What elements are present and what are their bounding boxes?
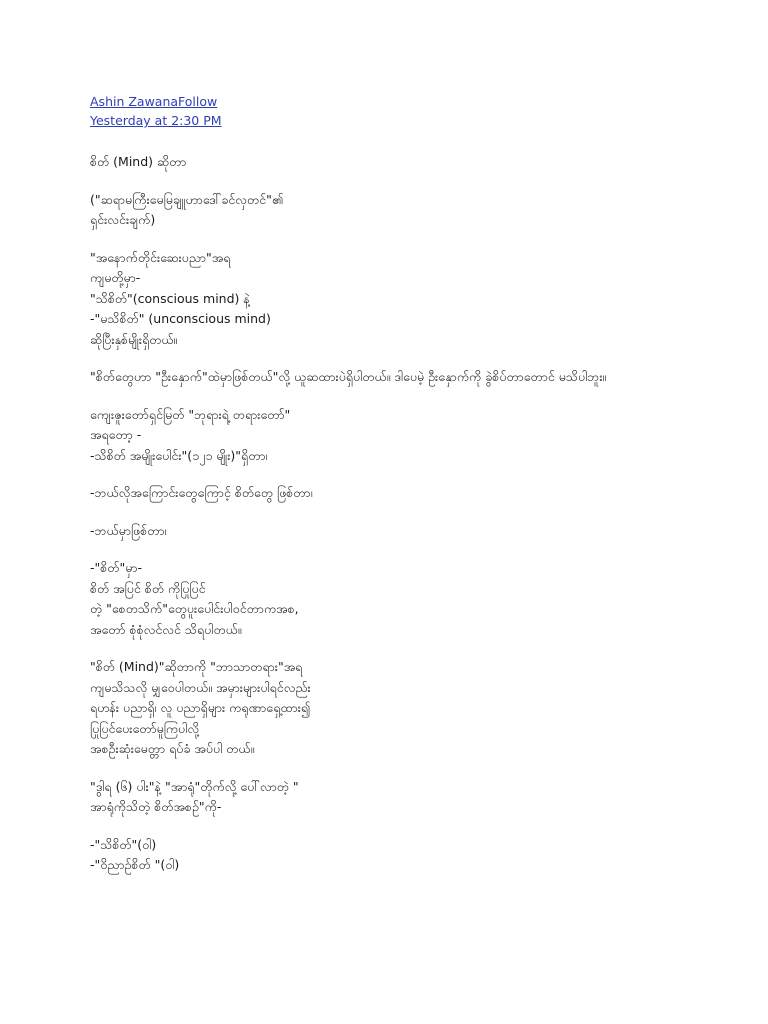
post-header [90, 92, 730, 130]
post-paragraph: -ဘယ်မှာဖြစ်တာ၊ [90, 522, 167, 538]
post-paragraph: ကျေးဇူးတော်ရှင်မြတ် "ဘုရားရဲ့ တရားတော်" အရတော့ - -သိစိတ် အမျိုးပေါင်း"(၁၂၁ မျိုး)"ရှိတာ၊ [90, 406, 291, 463]
post-paragraph: "ဒွါရ (၆) ပါး"နဲ့ "အာရုံ"တိုက်လို့ ပေါ်လာတဲ့ " အာရုံကိုသိတဲ့ စိတ်အစဉ်"ကို- [90, 778, 299, 814]
post-paragraph: -ဘယ်လိုအကြောင်းတွေကြောင့် စိတ်တွေ ဖြစ်တာ၊ [90, 485, 313, 500]
post-paragraph: ("ဆရာမကြီးမေမြချူဟာဒေါ်ခင်လှတင်"၏ ရှင်းလင်းချက်) [90, 191, 283, 227]
post-paragraph: "အနောက်တိုင်းဆေးပညာ"အရ ကျမတို့မှာ- "သိစိတ်"(conscious mind) နဲ့ -"မသိစိတ်" (unconscious mind) ဆိုပြီးနှစ်မျိုးရှိတယ်။ [90, 249, 271, 347]
post-body [90, 152, 730, 876]
author-follow-link[interactable]: Ashin ZawanaFollow [90, 94, 218, 109]
timestamp-link[interactable]: Yesterday at 2:30 PM [90, 113, 222, 128]
post-paragraph: -"စိတ်"မှာ- စိတ် အပြင် စိတ် ကိုပြုပြင် တဲ့ "စေတသိက်"တွေပူးပေါင်းပါဝင်တာကအစ, အတော် စုံစုံလင်လင် သိရပါတယ်။ [90, 560, 299, 637]
post-paragraph: -"သိစိတ်"(ဝါ) -"ဝိညာဉ်စိတ် "(ဝါ) [90, 836, 180, 872]
post-title: စိတ် (Mind) ဆိုတာ [90, 154, 187, 169]
post-paragraph: "စိတ် (Mind)"ဆိုတာကို "ဘာသာတရား"အရ ကျမသိသလို မျှဝေပါတယ်။ အမှားများပါရင်လည်း ရဟန်း ပညာရှိ၊ လူ ပညာရှိများ ကရုဏာရှေ့ထား၍ ပြုပြင်ပေးတော်မူကြပါလို့ အစဦးဆုံးမေတ္တာ ရပ်ခံ အပ်ပါ တယ်။ [90, 659, 311, 756]
document-page [90, 92, 730, 893]
post-paragraph: "စိတ်တွေဟာ "ဦးနှောက်"ထဲမှာဖြစ်တယ်"လို့ ယူဆထားပဲရှိပါတယ်။ ဒါပေမဲ့ ဦးနှောက်ကို ခွဲစိပ်တာတောင် မသိပါဘူး။ [90, 369, 607, 384]
